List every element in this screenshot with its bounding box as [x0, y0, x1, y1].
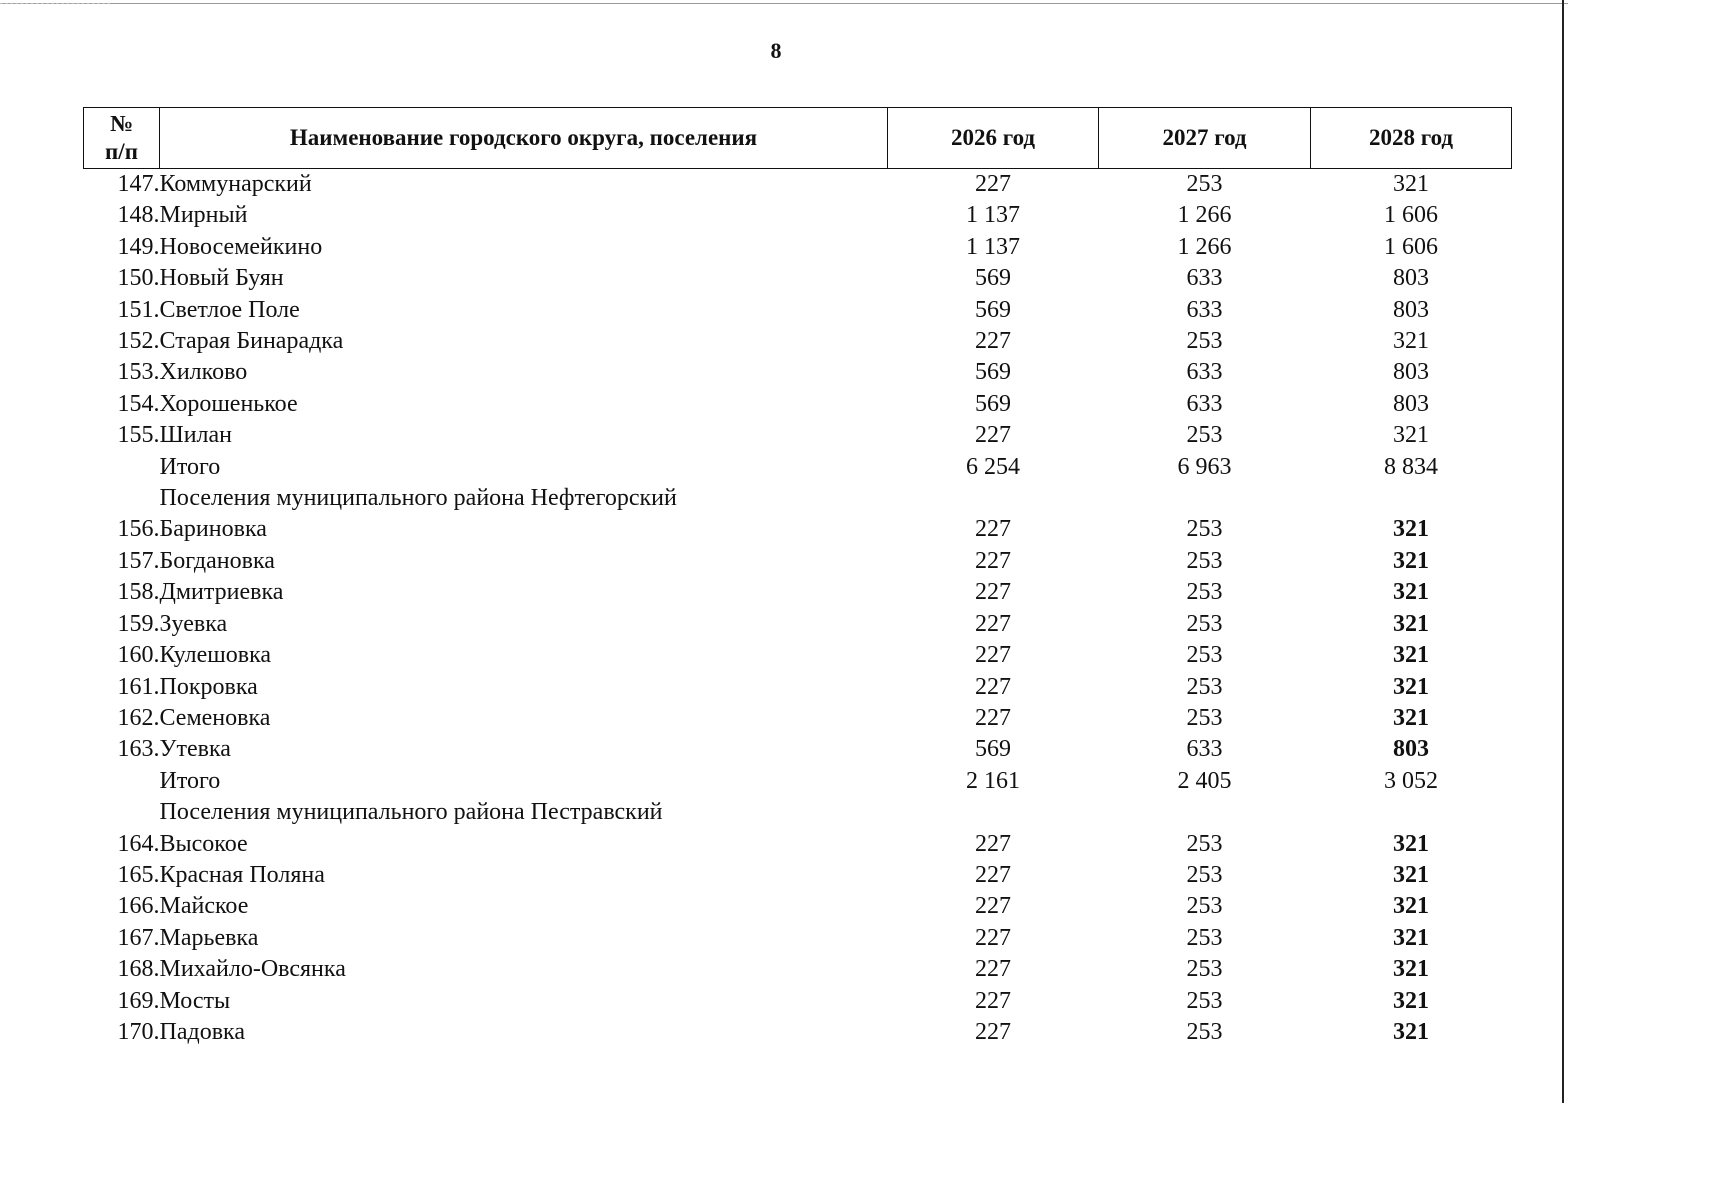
- value-2026: 569: [975, 736, 1011, 763]
- value-2028: 1 606: [1384, 202, 1438, 229]
- table-row: [84, 420, 1512, 451]
- row-number: 155.: [117, 422, 160, 449]
- value-2028: 321: [1393, 673, 1429, 700]
- row-number: [84, 483, 160, 514]
- value-2027: 253: [1186, 610, 1223, 637]
- row-number: 158.: [117, 579, 160, 606]
- header-number-abbr: п/п: [105, 139, 138, 164]
- value-2027: 633: [1186, 265, 1223, 292]
- value-2027: 253: [1186, 422, 1223, 449]
- value-2027: 253: [1186, 642, 1223, 669]
- row-number: 160.: [117, 642, 160, 669]
- allocation-table: [83, 107, 1512, 1048]
- value-2028: 321: [1393, 987, 1429, 1014]
- settlement-name: Майское: [159, 893, 249, 920]
- value-2027: 253: [1186, 861, 1223, 888]
- value-2028: 8 834: [1384, 453, 1438, 480]
- value-2027: 633: [1186, 736, 1223, 763]
- table-row: [84, 232, 1512, 263]
- table-row: [84, 357, 1512, 388]
- row-number: 162.: [117, 704, 160, 731]
- value-2027: 2 405: [1177, 767, 1232, 794]
- row-number: [84, 797, 160, 828]
- settlement-name: Старая Бинарадка: [159, 328, 344, 355]
- value-2026: 227: [975, 516, 1011, 543]
- row-number: 152.: [117, 328, 160, 355]
- total-label: Итого: [159, 453, 221, 480]
- settlement-name: Мирный: [159, 202, 248, 229]
- value-2028: 321: [1393, 861, 1429, 888]
- settlement-name: Утевка: [159, 736, 231, 763]
- value-2026: 569: [975, 265, 1011, 292]
- row-number: 157.: [117, 547, 160, 574]
- value-2027: 253: [1186, 893, 1223, 920]
- value-2026: 227: [975, 422, 1011, 449]
- header-number: [84, 108, 160, 169]
- value-2027: [1099, 483, 1311, 514]
- value-2028: 321: [1393, 610, 1429, 637]
- value-2026: 1 137: [966, 202, 1020, 229]
- settlement-name: Семеновка: [159, 704, 271, 731]
- table-row: [84, 609, 1512, 640]
- value-2026: [888, 797, 1099, 828]
- value-2028: [1311, 797, 1512, 828]
- table-row: [84, 169, 1512, 201]
- value-2027: 253: [1186, 579, 1223, 606]
- value-2026: 227: [975, 328, 1011, 355]
- settlement-name: Хорошенькое: [159, 390, 298, 417]
- row-number: 170.: [117, 1018, 160, 1045]
- table-row: [84, 326, 1512, 357]
- section-heading: Поселения муниципального района Нефтегорский: [159, 485, 677, 512]
- value-2026: 227: [975, 830, 1011, 857]
- settlement-name: Богдановка: [159, 547, 275, 574]
- row-number: 153.: [117, 359, 160, 386]
- table-row: [84, 891, 1512, 922]
- top-page-border: [0, 3, 1568, 4]
- row-number: 149.: [117, 233, 160, 260]
- value-2027: 253: [1186, 987, 1223, 1014]
- table-row: [84, 734, 1512, 765]
- value-2028: 803: [1393, 265, 1429, 292]
- settlement-name: Покровка: [159, 673, 258, 700]
- value-2028: 803: [1393, 359, 1429, 386]
- table-row: [84, 1017, 1512, 1048]
- value-2026: 227: [975, 861, 1011, 888]
- value-2027: 253: [1186, 924, 1223, 951]
- value-2026: 227: [975, 956, 1011, 983]
- row-number: 154.: [117, 390, 160, 417]
- value-2027: 6 963: [1177, 453, 1232, 480]
- value-2027: 253: [1186, 1018, 1223, 1045]
- value-2027: [1099, 797, 1311, 828]
- right-page-edge: [1562, 0, 1564, 1103]
- section-heading-row: [84, 483, 1512, 514]
- value-2028: 321: [1393, 547, 1429, 574]
- header-row: [84, 108, 1512, 169]
- page-number: 8: [770, 38, 782, 63]
- row-number: 168.: [117, 956, 160, 983]
- table-row: [84, 923, 1512, 954]
- settlement-name: Кулешовка: [159, 642, 272, 669]
- table-row: [84, 640, 1512, 671]
- value-2027: 253: [1186, 328, 1223, 355]
- header-number-symbol: №: [109, 111, 134, 136]
- value-2027: 253: [1186, 956, 1223, 983]
- value-2026: 227: [975, 1018, 1011, 1045]
- value-2028: 321: [1393, 1018, 1429, 1045]
- value-2028: 1 606: [1384, 233, 1438, 260]
- row-number: 169.: [117, 987, 160, 1014]
- value-2026: 227: [975, 987, 1011, 1014]
- value-2028: 321: [1393, 171, 1429, 197]
- value-2027: 253: [1186, 704, 1223, 731]
- value-2028: 321: [1393, 579, 1429, 606]
- value-2027: 633: [1186, 359, 1223, 386]
- row-number: 159.: [117, 610, 160, 637]
- value-2026: 227: [975, 579, 1011, 606]
- total-row: [84, 766, 1512, 797]
- settlement-name: Михайло-Овсянка: [159, 956, 346, 983]
- row-number: [84, 766, 160, 797]
- row-number: 161.: [117, 673, 160, 700]
- value-2026: 227: [975, 171, 1011, 197]
- row-number: 148.: [117, 202, 160, 229]
- value-2028: 803: [1393, 736, 1429, 763]
- value-2027: 1 266: [1177, 202, 1232, 229]
- value-2026: [888, 483, 1099, 514]
- table-row: [84, 954, 1512, 985]
- settlement-name: Мосты: [159, 987, 231, 1014]
- settlement-name: Коммунарский: [159, 171, 312, 197]
- value-2028: 3 052: [1384, 767, 1438, 794]
- value-2028: 321: [1393, 956, 1429, 983]
- table-row: [84, 860, 1512, 891]
- settlement-name: Шилан: [159, 422, 233, 449]
- value-2028: 803: [1393, 296, 1429, 323]
- header-year-2027: 2027 год: [1099, 108, 1311, 169]
- row-number: 156.: [117, 516, 160, 543]
- row-number: 151.: [117, 296, 160, 323]
- row-number: 167.: [117, 924, 160, 951]
- value-2028: 321: [1393, 328, 1429, 355]
- value-2026: 569: [975, 296, 1011, 323]
- settlement-name: Бариновка: [159, 516, 267, 543]
- value-2028: 321: [1393, 642, 1429, 669]
- total-label: Итого: [159, 767, 221, 794]
- value-2026: 227: [975, 924, 1011, 951]
- row-number: 147.: [117, 171, 160, 197]
- value-2026: 227: [975, 642, 1011, 669]
- row-number: 150.: [117, 265, 160, 292]
- value-2028: 803: [1393, 390, 1429, 417]
- table-row: [84, 200, 1512, 231]
- value-2026: 227: [975, 893, 1011, 920]
- value-2026: 227: [975, 610, 1011, 637]
- settlement-name: Хилково: [159, 359, 248, 386]
- settlement-name: Светлое Поле: [159, 296, 300, 323]
- value-2028: 321: [1393, 516, 1429, 543]
- value-2028: 321: [1393, 704, 1429, 731]
- value-2027: 633: [1186, 296, 1223, 323]
- row-number: 164.: [117, 830, 160, 857]
- table-row: [84, 389, 1512, 420]
- settlement-name: Новосемейкино: [159, 233, 323, 260]
- value-2027: 253: [1186, 830, 1223, 857]
- value-2027: 633: [1186, 390, 1223, 417]
- value-2026: 6 254: [966, 453, 1020, 480]
- value-2026: 227: [975, 673, 1011, 700]
- value-2027: 253: [1186, 171, 1223, 197]
- row-number: 163.: [117, 736, 160, 763]
- row-number: [84, 452, 160, 483]
- row-number: 166.: [117, 893, 160, 920]
- table-row: [84, 986, 1512, 1017]
- settlement-name: Дмитриевка: [159, 579, 284, 606]
- section-heading-row: [84, 797, 1512, 828]
- value-2027: 253: [1186, 547, 1223, 574]
- table-body: [84, 169, 1512, 1049]
- value-2027: 253: [1186, 516, 1223, 543]
- table-row: [84, 577, 1512, 608]
- table-row: [84, 514, 1512, 545]
- header-name: Наименование городского округа, поселения: [160, 108, 888, 169]
- value-2026: 227: [975, 547, 1011, 574]
- table-row: [84, 672, 1512, 703]
- value-2026: 227: [975, 704, 1011, 731]
- settlement-name: Марьевка: [159, 924, 259, 951]
- value-2026: 2 161: [966, 767, 1020, 794]
- value-2026: 1 137: [966, 233, 1020, 260]
- value-2028: 321: [1393, 893, 1429, 920]
- top-page-border-dash: [0, 3, 110, 4]
- value-2028: 321: [1393, 830, 1429, 857]
- settlement-name: Зуевка: [159, 610, 228, 637]
- table-row: [84, 546, 1512, 577]
- total-row: [84, 452, 1512, 483]
- table-row: [84, 829, 1512, 860]
- settlement-name: Падовка: [159, 1018, 245, 1045]
- table-row: [84, 703, 1512, 734]
- settlement-name: Красная Поляна: [159, 861, 325, 888]
- row-number: 165.: [117, 861, 160, 888]
- settlement-name: Высокое: [159, 830, 248, 857]
- header-year-2026: 2026 год: [888, 108, 1099, 169]
- section-heading: Поселения муниципального района Пестравский: [159, 799, 663, 826]
- value-2027: 253: [1186, 673, 1223, 700]
- value-2028: [1311, 483, 1512, 514]
- table-row: [84, 263, 1512, 294]
- value-2028: 321: [1393, 924, 1429, 951]
- header-year-2028: 2028 год: [1311, 108, 1512, 169]
- table-header: [84, 108, 1512, 169]
- settlement-name: Новый Буян: [159, 265, 284, 292]
- value-2026: 569: [975, 359, 1011, 386]
- table-row: [84, 295, 1512, 326]
- value-2027: 1 266: [1177, 233, 1232, 260]
- value-2026: 569: [975, 390, 1011, 417]
- value-2028: 321: [1393, 422, 1429, 449]
